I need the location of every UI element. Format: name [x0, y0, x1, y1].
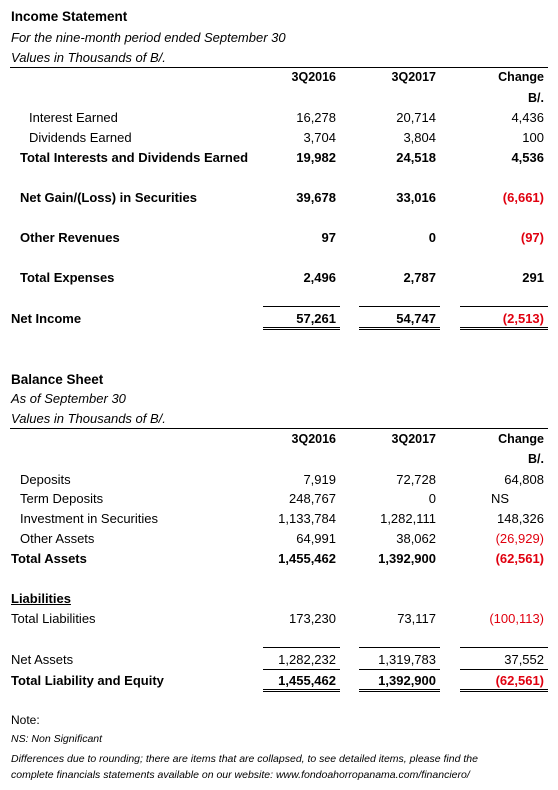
row-total-assets-3q2016: 1,455,462 [278, 551, 336, 566]
note-ns: NS: Non Significant [11, 733, 103, 745]
row-total-liabilities-3q2017: 73,117 [397, 611, 436, 626]
row-net-income-3q2016: 57,261 [296, 311, 336, 326]
row-net-income-label: Net Income [11, 311, 82, 326]
total-le-bottom-rule-3 [460, 689, 548, 690]
row-dividends-earned-3q2016: 3,704 [303, 130, 336, 145]
row-total-expenses-3q2016: 2,496 [303, 270, 336, 285]
note-heading: Note: [11, 713, 40, 727]
row-other-assets-label: Other Assets [20, 531, 95, 546]
total-le-bottom-rule-1 [263, 689, 340, 690]
row-total-expenses-label: Total Expenses [20, 270, 115, 285]
row-total-expenses-change: 291 [522, 270, 544, 285]
row-total-assets-change: (62,561) [495, 551, 544, 566]
row-other-revenues-change: (97) [520, 230, 544, 245]
total-le-bottom-rule-2 [359, 689, 440, 690]
income-period: For the nine-month period ended September 30 [11, 30, 286, 45]
note-line-2: complete financials statements available on our website: www.fondoahorropanama.com/financiero/ [11, 769, 470, 781]
liabilities-heading: Liabilities [11, 591, 71, 606]
row-term-deposits-3q2016: 248,767 [289, 491, 336, 506]
total-le-bottom-rule-1b [263, 691, 340, 692]
row-net-gain-3q2016: 39,678 [296, 190, 336, 205]
balance-units: Values in Thousands of B/. [11, 411, 166, 426]
row-interest-earned-3q2017: 20,714 [396, 110, 436, 125]
balance-header-rule [10, 428, 548, 429]
row-total-expenses-3q2017: 2,787 [403, 270, 436, 285]
row-net-assets-label: Net Assets [11, 652, 74, 667]
net-income-bottom-rule-1 [263, 327, 340, 328]
total-le-top-rule-1 [263, 669, 340, 670]
row-deposits-label: Deposits [20, 472, 71, 487]
row-total-interests-3q2017: 24,518 [396, 150, 436, 165]
row-deposits-3q2017: 72,728 [396, 472, 436, 487]
row-interest-earned-3q2016: 16,278 [296, 110, 336, 125]
balance-col-change: Change [498, 432, 544, 446]
net-income-bottom-rule-3b [460, 329, 548, 330]
balance-col-3q2017: 3Q2017 [391, 432, 436, 446]
row-term-deposits-3q2017: 0 [428, 491, 436, 506]
row-total-liability-equity-label: Total Liability and Equity [11, 673, 164, 688]
row-net-income-change: (2,513) [502, 311, 544, 326]
income-header-rule [10, 67, 548, 68]
row-investment-3q2016: 1,133,784 [278, 511, 336, 526]
row-net-income-3q2017: 54,747 [396, 311, 436, 326]
income-col-3q2016: 3Q2016 [291, 70, 336, 84]
row-total-liability-equity-3q2017: 1,392,900 [378, 673, 436, 688]
row-total-interests-change: 4,536 [511, 150, 544, 165]
net-assets-top-rule-1 [263, 647, 340, 648]
row-dividends-earned-label: Dividends Earned [29, 130, 132, 145]
row-deposits-3q2016: 7,919 [303, 472, 336, 487]
row-total-liabilities-label: Total Liabilities [11, 611, 96, 626]
income-col-3q2017: 3Q2017 [391, 70, 436, 84]
row-net-assets-3q2016: 1,282,232 [278, 652, 336, 667]
net-income-top-rule-2 [359, 306, 440, 307]
total-le-bottom-rule-3b [460, 691, 548, 692]
total-le-top-rule-2 [359, 669, 440, 670]
row-deposits-change: 64,808 [504, 472, 544, 487]
balance-col-change-unit: B/. [528, 452, 544, 466]
row-total-assets-label: Total Assets [11, 551, 87, 566]
row-total-interests-label: Total Interests and Dividends Earned [20, 150, 249, 165]
row-interest-earned-change: 4,436 [511, 110, 544, 125]
row-net-assets-3q2017: 1,319,783 [378, 652, 436, 667]
row-term-deposits-change: NS [491, 491, 510, 506]
note-line-1: Differences due to rounding; there are items that are collapsed, to see detailed items, please find the [11, 753, 478, 765]
row-total-liabilities-3q2016: 173,230 [289, 611, 336, 626]
row-other-assets-change: (26,929) [495, 531, 544, 546]
row-total-liability-equity-change: (62,561) [495, 673, 544, 688]
net-assets-top-rule-3 [460, 647, 548, 648]
net-income-top-rule-3 [460, 306, 548, 307]
row-other-assets-3q2017: 38,062 [396, 531, 436, 546]
net-income-bottom-rule-3 [460, 327, 548, 328]
row-other-revenues-label: Other Revenues [20, 230, 120, 245]
row-net-gain-change: (6,661) [502, 190, 544, 205]
row-other-revenues-3q2016: 97 [321, 230, 336, 245]
income-col-change: Change [498, 70, 544, 84]
net-income-top-rule-1 [263, 306, 340, 307]
total-le-bottom-rule-2b [359, 691, 440, 692]
net-income-bottom-rule-1b [263, 329, 340, 330]
row-net-assets-change: 37,552 [504, 652, 544, 667]
row-dividends-earned-3q2017: 3,804 [403, 130, 436, 145]
income-col-change-unit: B/. [528, 91, 544, 105]
total-le-top-rule-3 [460, 669, 548, 670]
row-total-interests-3q2016: 19,982 [296, 150, 336, 165]
row-interest-earned-label: Interest Earned [29, 110, 118, 125]
income-title: Income Statement [11, 9, 128, 24]
balance-col-3q2016: 3Q2016 [291, 432, 336, 446]
row-total-liability-equity-3q2016: 1,455,462 [278, 673, 336, 688]
row-net-gain-label: Net Gain/(Loss) in Securities [20, 190, 197, 205]
row-dividends-earned-change: 100 [522, 130, 544, 145]
row-investment-label: Investment in Securities [20, 511, 159, 526]
balance-period: As of September 30 [11, 391, 126, 406]
net-assets-top-rule-2 [359, 647, 440, 648]
row-term-deposits-label: Term Deposits [20, 491, 104, 506]
balance-title: Balance Sheet [11, 372, 104, 387]
income-units: Values in Thousands of B/. [11, 50, 166, 65]
row-investment-change: 148,326 [497, 511, 544, 526]
row-other-revenues-3q2017: 0 [428, 230, 436, 245]
row-investment-3q2017: 1,282,111 [380, 511, 436, 526]
net-income-bottom-rule-2b [359, 329, 440, 330]
row-other-assets-3q2016: 64,991 [296, 531, 336, 546]
net-income-bottom-rule-2 [359, 327, 440, 328]
row-net-gain-3q2017: 33,016 [396, 190, 436, 205]
row-total-liabilities-change: (100,113) [489, 611, 544, 626]
row-total-assets-3q2017: 1,392,900 [378, 551, 436, 566]
